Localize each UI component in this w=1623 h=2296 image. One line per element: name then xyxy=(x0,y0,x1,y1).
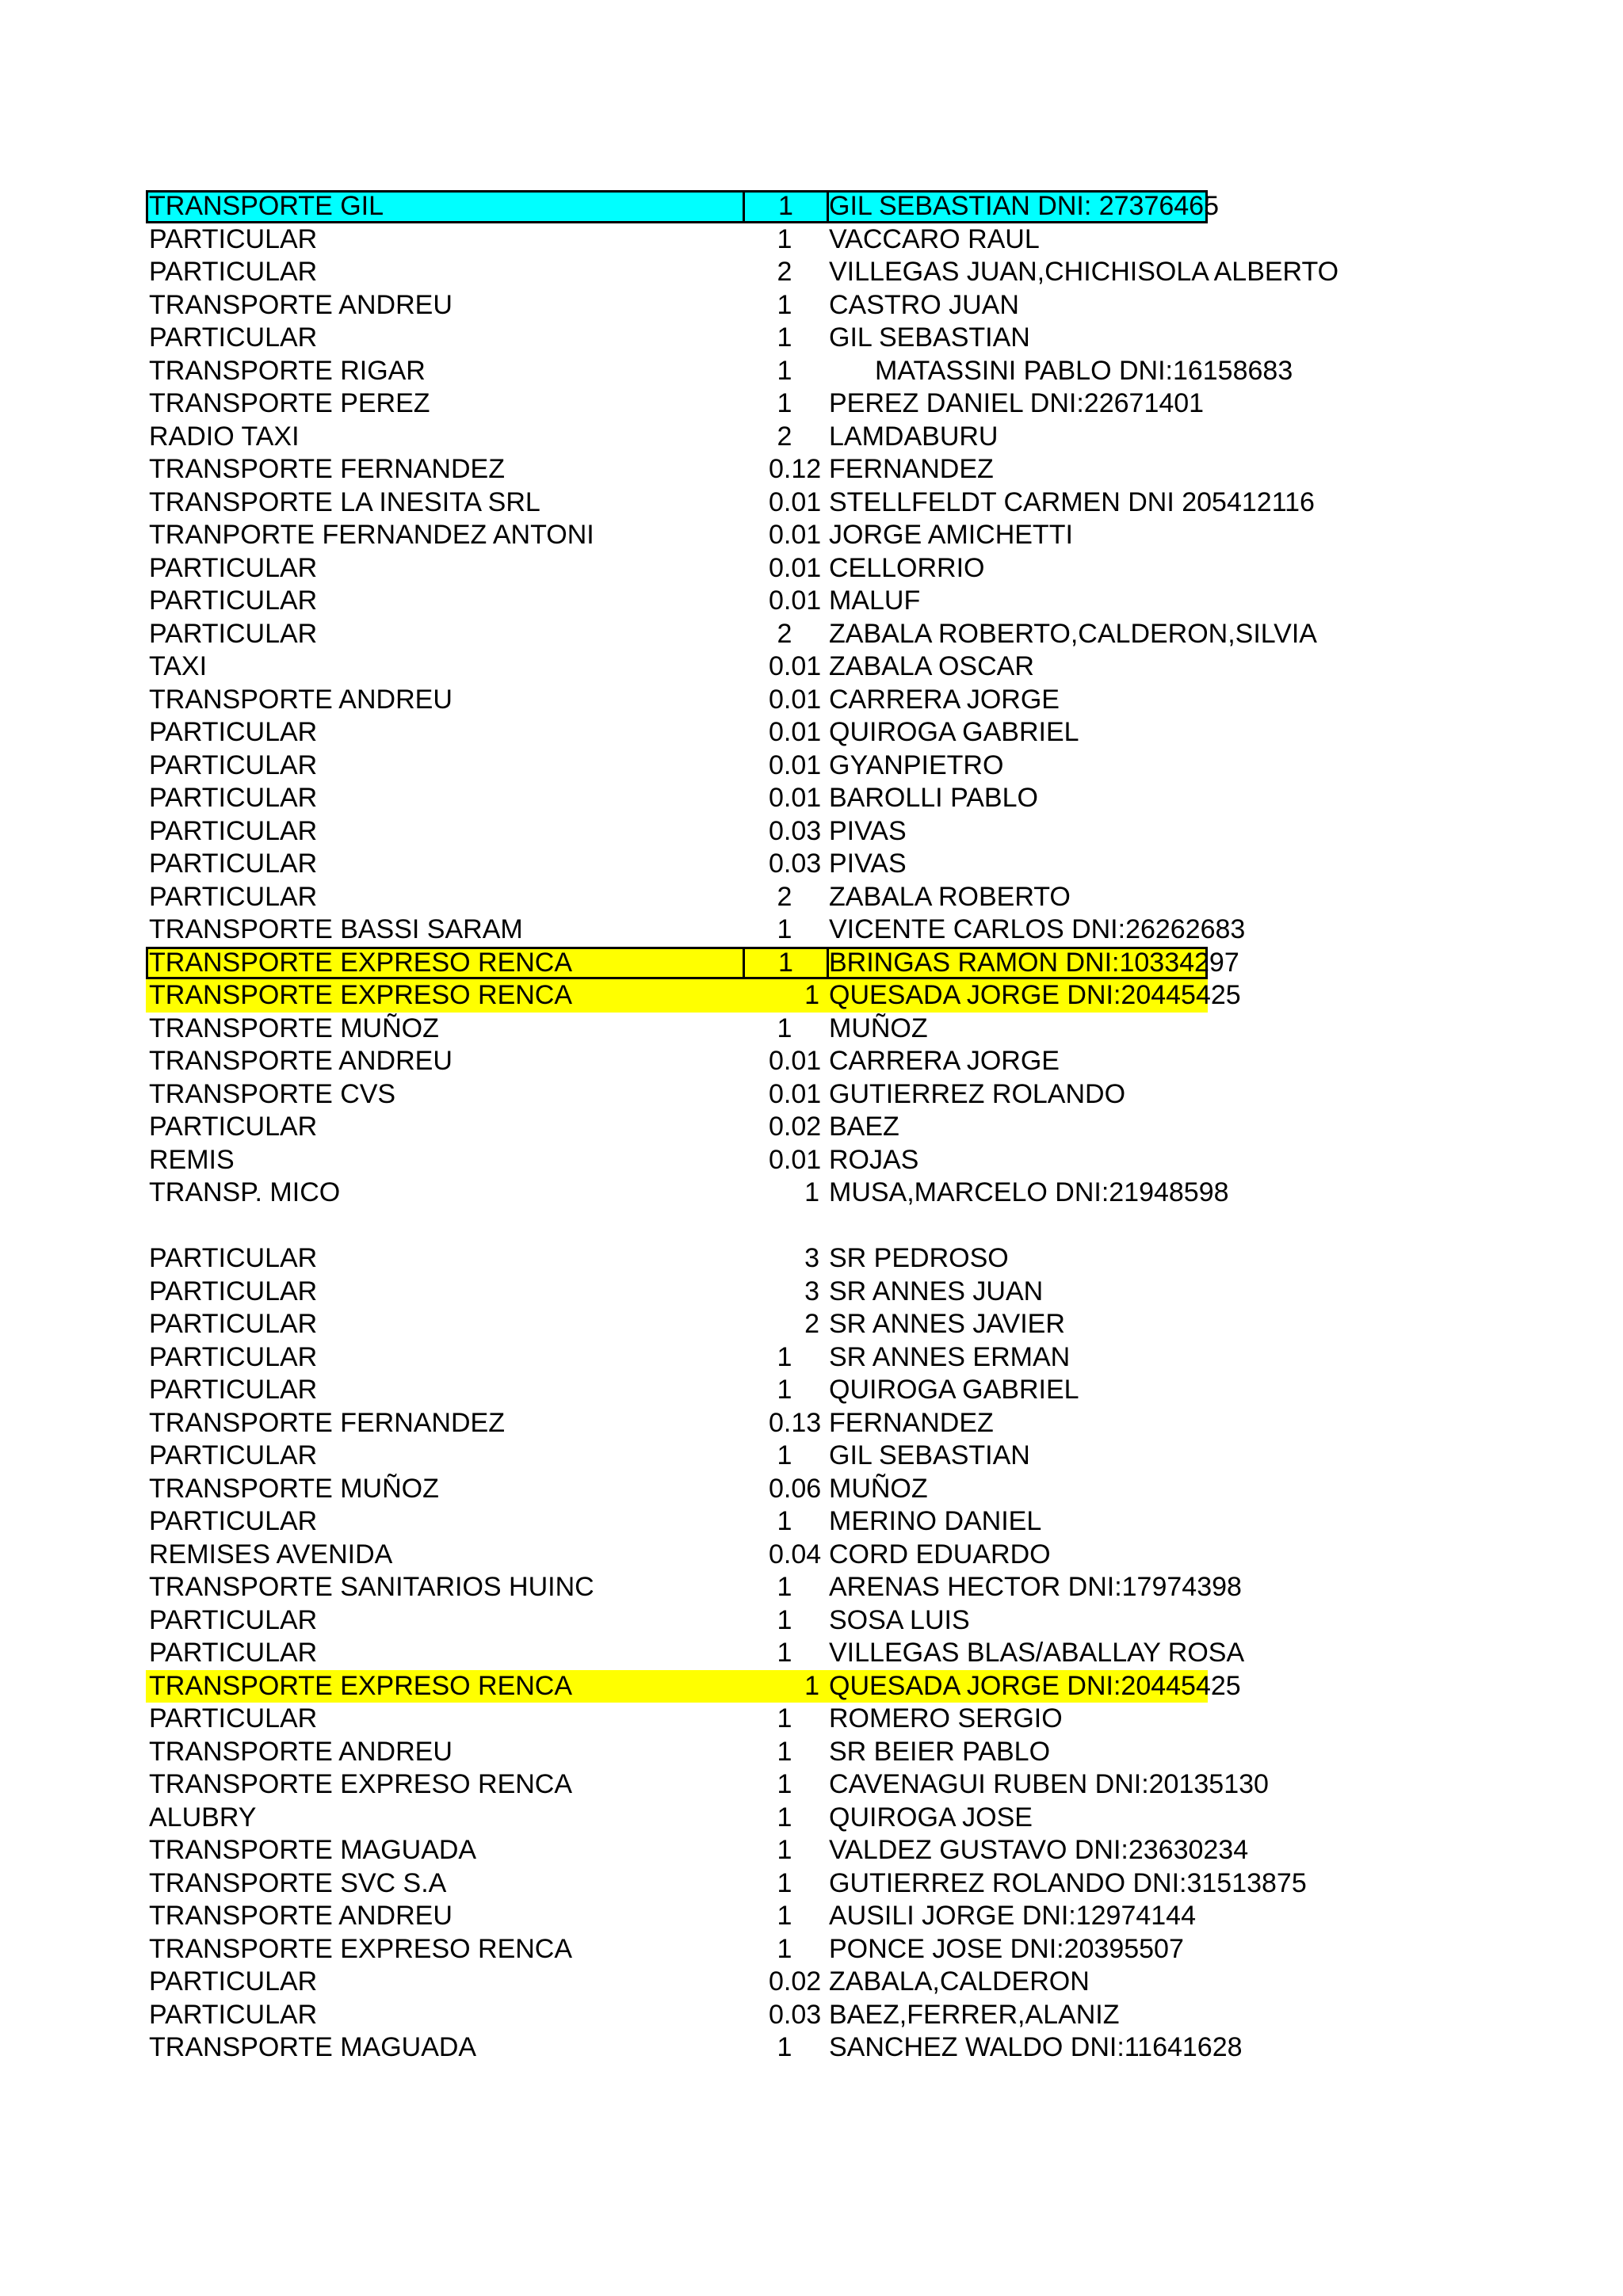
detail-cell[interactable]: PONCE JOSE DNI:20395507 xyxy=(829,1933,1184,1964)
quantity-cell[interactable]: 0.03 xyxy=(769,1999,822,2030)
table-row[interactable] xyxy=(146,256,1339,289)
detail-cell[interactable]: MALUF xyxy=(829,585,921,616)
table-row[interactable] xyxy=(146,716,1208,749)
table-row[interactable] xyxy=(146,913,1246,947)
company-cell[interactable]: TRANSPORTE EXPRESO RENCA xyxy=(149,947,745,980)
company-cell[interactable]: TRANSPORTE MUÑOZ xyxy=(149,1013,439,1043)
detail-cell[interactable]: GIL SEBASTIAN DNI: 27376465 xyxy=(829,191,1219,221)
quantity-cell[interactable]: 1 xyxy=(777,1769,792,1799)
quantity-cell[interactable]: 1 xyxy=(777,388,792,418)
company-cell[interactable]: TAXI xyxy=(149,651,208,681)
quantity-cell[interactable]: 1 xyxy=(804,1670,819,1701)
table-row[interactable] xyxy=(146,979,1241,1013)
table-row[interactable] xyxy=(146,1703,1208,1736)
table-row[interactable] xyxy=(146,1440,1208,1473)
detail-cell[interactable]: QUIROGA GABRIEL xyxy=(829,717,1079,747)
detail-cell[interactable]: CARRERA JORGE xyxy=(829,684,1060,715)
detail-cell[interactable]: CELLORRIO xyxy=(829,552,985,583)
detail-cell[interactable]: QUIROGA JOSE xyxy=(829,1802,1033,1833)
table-row[interactable] xyxy=(146,1670,1241,1703)
table-row[interactable] xyxy=(146,1242,1208,1276)
quantity-cell[interactable]: 1 xyxy=(777,1703,792,1733)
company-cell[interactable]: PARTICULAR xyxy=(149,717,318,747)
detail-cell[interactable]: VALDEZ GUSTAVO DNI:23630234 xyxy=(829,1835,1249,1865)
company-cell[interactable]: TRANSPORTE ANDREU xyxy=(149,1901,453,1931)
detail-cell[interactable]: STELLFELDT CARMEN DNI 205412116 xyxy=(829,486,1315,517)
quantity-cell[interactable] xyxy=(745,1210,824,1243)
table-row[interactable] xyxy=(146,1505,1208,1539)
table-row[interactable] xyxy=(146,1407,1208,1440)
detail-cell[interactable]: GYANPIETRO xyxy=(829,749,1004,780)
quantity-cell[interactable]: 1 xyxy=(777,1802,792,1833)
company-cell[interactable]: TRANSPORTE CVS xyxy=(149,1078,396,1109)
quantity-cell[interactable]: 1 xyxy=(777,2032,792,2062)
detail-cell[interactable]: SR BEIER PABLO xyxy=(829,1736,1051,1767)
detail-cell[interactable]: MERINO DANIEL xyxy=(829,1506,1042,1536)
company-cell[interactable]: PARTICULAR xyxy=(149,849,318,879)
quantity-cell[interactable]: 1 xyxy=(777,1341,792,1372)
detail-cell[interactable]: FERNANDEZ xyxy=(829,454,994,484)
table-row[interactable] xyxy=(146,2031,1243,2065)
table-row[interactable] xyxy=(146,1999,1208,2032)
quantity-cell[interactable]: 0.01 xyxy=(769,552,822,583)
quantity-cell[interactable]: 0.01 xyxy=(769,684,822,715)
detail-cell[interactable]: SOSA LUIS xyxy=(829,1604,970,1635)
quantity-cell[interactable]: 2 xyxy=(804,1309,819,1339)
company-cell[interactable]: PARTICULAR xyxy=(149,815,318,846)
detail-cell[interactable]: VACCARO RAUL xyxy=(829,223,1040,254)
table-row[interactable] xyxy=(146,1308,1208,1341)
quantity-cell[interactable]: 0.01 xyxy=(769,717,822,747)
table-row[interactable] xyxy=(146,486,1315,520)
quantity-cell[interactable]: 1 xyxy=(777,1604,792,1635)
detail-cell[interactable]: BAEZ,FERRER,ALANIZ xyxy=(829,1999,1120,2030)
quantity-cell[interactable]: 1 xyxy=(777,1933,792,1964)
quantity-cell[interactable]: 0.01 xyxy=(769,1046,822,1076)
table-row[interactable] xyxy=(146,519,1208,552)
table-row[interactable] xyxy=(146,421,1208,454)
detail-cell[interactable]: ZABALA ROBERTO,CALDERON,SILVIA xyxy=(829,618,1317,649)
quantity-cell[interactable]: 1 xyxy=(804,980,819,1010)
quantity-cell[interactable]: 1 xyxy=(777,355,792,386)
quantity-cell[interactable]: 0.01 xyxy=(769,651,822,681)
quantity-cell[interactable]: 0.01 xyxy=(769,783,822,813)
quantity-cell[interactable]: 1 xyxy=(745,947,829,980)
quantity-cell[interactable]: 0.06 xyxy=(769,1473,822,1504)
detail-cell[interactable]: SR ANNES JAVIER xyxy=(829,1309,1065,1339)
quantity-cell[interactable]: 2 xyxy=(777,421,792,452)
quantity-cell[interactable]: 1 xyxy=(777,289,792,320)
quantity-cell[interactable]: 0.01 xyxy=(769,520,822,550)
detail-cell[interactable]: FERNANDEZ xyxy=(829,1407,994,1438)
detail-cell[interactable]: GUTIERREZ ROLANDO DNI:31513875 xyxy=(829,1867,1307,1898)
company-cell[interactable]: REMISES AVENIDA xyxy=(149,1539,393,1569)
company-cell[interactable]: TRANSPORTE FERNANDEZ xyxy=(149,454,505,484)
table-row[interactable] xyxy=(146,1933,1208,1966)
detail-cell[interactable]: GIL SEBASTIAN xyxy=(829,322,1030,353)
quantity-cell[interactable]: 0.03 xyxy=(769,849,822,879)
table-row[interactable] xyxy=(146,1111,1208,1144)
detail-cell[interactable]: VILLEGAS BLAS/ABALLAY ROSA xyxy=(829,1638,1245,1668)
quantity-cell[interactable]: 0.02 xyxy=(769,1966,822,1997)
quantity-cell[interactable]: 3 xyxy=(804,1276,819,1306)
detail-cell[interactable]: VILLEGAS JUAN,CHICHISOLA ALBERTO xyxy=(829,257,1339,287)
table-row[interactable] xyxy=(146,1078,1208,1112)
table-row[interactable] xyxy=(146,684,1208,717)
quantity-cell[interactable]: 1 xyxy=(777,1572,792,1602)
table-row[interactable] xyxy=(146,1045,1208,1078)
company-cell[interactable]: TRANSPORTE EXPRESO RENCA xyxy=(149,1933,573,1964)
company-cell[interactable]: PARTICULAR xyxy=(149,881,318,912)
detail-cell[interactable]: PIVAS xyxy=(829,815,907,846)
table-row[interactable] xyxy=(146,1900,1208,1933)
detail-cell[interactable]: CASTRO JUAN xyxy=(829,289,1019,320)
table-row[interactable] xyxy=(146,1473,1208,1506)
table-row[interactable] xyxy=(146,1736,1208,1769)
table-row[interactable] xyxy=(146,749,1208,783)
company-cell[interactable]: REMIS xyxy=(149,1144,235,1175)
quantity-cell[interactable]: 0.01 xyxy=(769,486,822,517)
quantity-cell[interactable]: 0.13 xyxy=(769,1407,822,1438)
detail-cell[interactable]: QUESADA JORGE DNI:20445425 xyxy=(829,980,1241,1010)
detail-cell[interactable]: ROMERO SERGIO xyxy=(829,1703,1063,1733)
detail-cell[interactable]: MUSA,MARCELO DNI:21948598 xyxy=(829,1177,1229,1207)
table-row[interactable] xyxy=(146,1539,1208,1572)
table-row[interactable] xyxy=(146,650,1208,684)
company-cell[interactable]: TRANSPORTE MAGUADA xyxy=(149,2032,477,2062)
table-row[interactable] xyxy=(146,782,1208,815)
company-cell[interactable]: RADIO TAXI xyxy=(149,421,300,452)
company-cell[interactable]: TRANSPORTE EXPRESO RENCA xyxy=(149,1670,573,1701)
detail-cell[interactable]: CAVENAGUI RUBEN DNI:20135130 xyxy=(829,1769,1269,1799)
company-cell[interactable]: ALUBRY xyxy=(149,1802,257,1833)
table-row[interactable] xyxy=(146,1604,1208,1638)
company-cell[interactable]: PARTICULAR xyxy=(149,1999,318,2030)
quantity-cell[interactable]: 0.03 xyxy=(769,815,822,846)
table-row[interactable] xyxy=(146,1768,1269,1802)
company-cell[interactable]: PARTICULAR xyxy=(149,585,318,616)
detail-cell[interactable]: BRINGAS RAMON DNI:10334297 xyxy=(829,947,1239,978)
table-row[interactable] xyxy=(146,1013,1208,1046)
company-cell[interactable]: TRANSP. MICO xyxy=(149,1177,341,1207)
detail-cell[interactable]: JORGE AMICHETTI xyxy=(829,520,1073,550)
quantity-cell[interactable]: 0.12 xyxy=(769,454,822,484)
quantity-cell[interactable]: 1 xyxy=(777,1013,792,1043)
detail-cell[interactable]: LAMDABURU xyxy=(829,421,999,452)
company-cell[interactable]: PARTICULAR xyxy=(149,1375,318,1405)
company-cell[interactable]: TRANSPORTE SANITARIOS HUINC xyxy=(149,1572,594,1602)
company-cell[interactable]: PARTICULAR xyxy=(149,1243,318,1273)
company-cell[interactable]: PARTICULAR xyxy=(149,749,318,780)
company-cell[interactable]: TRANSPORTE MAGUADA xyxy=(149,1835,477,1865)
table-row[interactable] xyxy=(146,1177,1229,1210)
detail-cell[interactable]: SR ANNES JUAN xyxy=(829,1276,1044,1306)
detail-cell[interactable] xyxy=(829,1210,1392,1243)
detail-cell[interactable]: GUTIERREZ ROLANDO xyxy=(829,1078,1126,1109)
spreadsheet-sheet xyxy=(146,190,1339,2065)
detail-cell[interactable]: BAROLLI PABLO xyxy=(829,783,1038,813)
quantity-cell[interactable]: 1 xyxy=(777,1736,792,1767)
quantity-cell[interactable]: 3 xyxy=(804,1243,819,1273)
detail-cell[interactable]: PIVAS xyxy=(829,849,907,879)
quantity-cell[interactable]: 1 xyxy=(777,1375,792,1405)
company-cell[interactable]: PARTICULAR xyxy=(149,1506,318,1536)
company-cell[interactable]: TRANSPORTE MUÑOZ xyxy=(149,1473,439,1504)
company-cell[interactable]: TRANSPORTE ANDREU xyxy=(149,684,453,715)
company-cell[interactable]: PARTICULAR xyxy=(149,1276,318,1306)
company-cell[interactable]: TRANSPORTE EXPRESO RENCA xyxy=(149,980,573,1010)
detail-cell[interactable]: QUESADA JORGE DNI:20445425 xyxy=(829,1670,1241,1701)
table-row[interactable] xyxy=(146,618,1317,651)
company-cell[interactable]: TRANSPORTE GIL xyxy=(149,190,745,223)
detail-cell[interactable]: ARENAS HECTOR DNI:17974398 xyxy=(829,1572,1242,1602)
detail-cell[interactable]: VICENTE CARLOS DNI:26262683 xyxy=(829,914,1246,944)
table-row[interactable] xyxy=(146,289,1208,322)
table-row[interactable] xyxy=(146,223,1208,257)
quantity-cell[interactable]: 0.04 xyxy=(769,1539,822,1569)
table-row[interactable] xyxy=(146,453,1208,486)
company-cell[interactable]: PARTICULAR xyxy=(149,257,318,287)
table-row[interactable] xyxy=(146,387,1208,421)
quantity-cell[interactable]: 0.01 xyxy=(769,1078,822,1109)
table-row[interactable] xyxy=(146,1966,1208,1999)
company-cell[interactable]: PARTICULAR xyxy=(149,618,318,649)
detail-cell[interactable]: CORD EDUARDO xyxy=(829,1539,1051,1569)
company-cell[interactable] xyxy=(149,1210,745,1243)
detail-cell[interactable]: PEREZ DANIEL DNI:22671401 xyxy=(829,388,1205,418)
table-row[interactable] xyxy=(146,552,1208,585)
detail-cell[interactable]: MATASSINI PABLO DNI:16158683 xyxy=(875,355,1293,386)
table-row[interactable] xyxy=(146,1210,1208,1243)
detail-cell[interactable]: ZABALA,CALDERON xyxy=(829,1966,1090,1997)
table-row[interactable] xyxy=(146,355,1293,388)
company-cell[interactable]: PARTICULAR xyxy=(149,552,318,583)
company-cell[interactable]: PARTICULAR xyxy=(149,1638,318,1668)
table-row[interactable] xyxy=(146,947,1239,980)
detail-cell[interactable]: GIL SEBASTIAN xyxy=(829,1440,1030,1470)
detail-cell[interactable]: ZABALA OSCAR xyxy=(829,651,1034,681)
table-row[interactable] xyxy=(146,1571,1242,1604)
table-row[interactable] xyxy=(146,1867,1307,1901)
detail-cell[interactable]: MUÑOZ xyxy=(829,1013,928,1043)
detail-cell[interactable]: SR PEDROSO xyxy=(829,1243,1009,1273)
quantity-cell[interactable]: 1 xyxy=(777,1867,792,1898)
company-cell[interactable]: PARTICULAR xyxy=(149,1604,318,1635)
table-row[interactable] xyxy=(146,815,1208,849)
company-cell[interactable]: PARTICULAR xyxy=(149,1703,318,1733)
table-row[interactable] xyxy=(146,1374,1208,1407)
detail-cell[interactable]: SANCHEZ WALDO DNI:11641628 xyxy=(829,2032,1243,2062)
table-row[interactable] xyxy=(146,848,1208,881)
table-row[interactable] xyxy=(146,881,1208,914)
detail-cell[interactable]: SR ANNES ERMAN xyxy=(829,1341,1071,1372)
company-cell[interactable]: TRANSPORTE ANDREU xyxy=(149,1046,453,1076)
detail-cell[interactable]: AUSILI JORGE DNI:12974144 xyxy=(829,1901,1197,1931)
quantity-cell[interactable]: 1 xyxy=(777,1638,792,1668)
company-cell[interactable]: PARTICULAR xyxy=(149,1112,318,1142)
company-cell[interactable]: PARTICULAR xyxy=(149,1440,318,1470)
company-cell[interactable]: PARTICULAR xyxy=(149,223,318,254)
quantity-cell[interactable]: 1 xyxy=(777,223,792,254)
company-cell[interactable]: PARTICULAR xyxy=(149,1341,318,1372)
table-row[interactable] xyxy=(146,1834,1249,1867)
table-row[interactable] xyxy=(146,1276,1208,1309)
quantity-cell[interactable]: 1 xyxy=(745,190,829,223)
detail-cell[interactable]: QUIROGA GABRIEL xyxy=(829,1375,1079,1405)
detail-cell[interactable]: MUÑOZ xyxy=(829,1473,928,1504)
quantity-cell[interactable]: 1 xyxy=(777,1901,792,1931)
detail-cell[interactable]: ZABALA ROBERTO xyxy=(829,881,1071,912)
company-cell[interactable]: PARTICULAR xyxy=(149,1966,318,1997)
company-cell[interactable]: TRANSPORTE ANDREU xyxy=(149,1736,453,1767)
company-cell[interactable]: TRANSPORTE EXPRESO RENCA xyxy=(149,1769,573,1799)
table-row[interactable] xyxy=(146,1144,1208,1177)
company-cell[interactable]: TRANSPORTE FERNANDEZ xyxy=(149,1407,505,1438)
quantity-cell[interactable]: 0.01 xyxy=(769,585,822,616)
quantity-cell[interactable]: 1 xyxy=(777,322,792,353)
detail-cell[interactable]: CARRERA JORGE xyxy=(829,1046,1060,1076)
company-cell[interactable]: PARTICULAR xyxy=(149,783,318,813)
table-row[interactable] xyxy=(146,1341,1208,1375)
table-row[interactable] xyxy=(146,1637,1245,1670)
detail-cell[interactable]: ROJAS xyxy=(829,1144,919,1175)
table-row[interactable] xyxy=(146,585,1208,618)
quantity-cell[interactable]: 1 xyxy=(777,914,792,944)
quantity-cell[interactable]: 2 xyxy=(777,257,792,287)
company-cell[interactable]: PARTICULAR xyxy=(149,322,318,353)
quantity-cell[interactable]: 0.01 xyxy=(769,749,822,780)
table-row[interactable] xyxy=(146,322,1208,355)
table-row[interactable] xyxy=(146,190,1219,223)
company-cell[interactable]: TRANPORTE FERNANDEZ ANTONI xyxy=(149,520,594,550)
company-cell[interactable]: TRANSPORTE ANDREU xyxy=(149,289,453,320)
company-cell[interactable]: TRANSPORTE LA INESITA SRL xyxy=(149,486,540,517)
company-cell[interactable]: TRANSPORTE PEREZ xyxy=(149,388,430,418)
company-cell[interactable]: TRANSPORTE SVC S.A xyxy=(149,1867,447,1898)
quantity-cell[interactable]: 1 xyxy=(777,1506,792,1536)
quantity-cell[interactable]: 1 xyxy=(804,1177,819,1207)
company-cell[interactable]: TRANSPORTE RIGAR xyxy=(149,355,426,386)
detail-cell[interactable]: BAEZ xyxy=(829,1112,899,1142)
company-cell[interactable]: TRANSPORTE BASSI SARAM xyxy=(149,914,523,944)
quantity-cell[interactable]: 2 xyxy=(777,618,792,649)
company-cell[interactable]: PARTICULAR xyxy=(149,1309,318,1339)
quantity-cell[interactable]: 1 xyxy=(777,1835,792,1865)
quantity-cell[interactable]: 2 xyxy=(777,881,792,912)
quantity-cell[interactable]: 0.02 xyxy=(769,1112,822,1142)
quantity-cell[interactable]: 0.01 xyxy=(769,1144,822,1175)
table-row[interactable] xyxy=(146,1802,1208,1835)
quantity-cell[interactable]: 1 xyxy=(777,1440,792,1470)
